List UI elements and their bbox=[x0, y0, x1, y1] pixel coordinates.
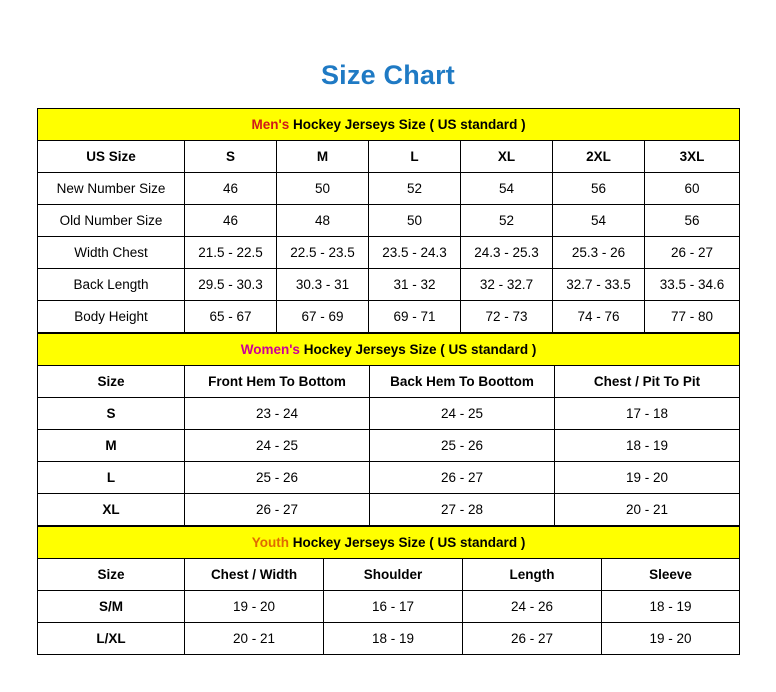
mens-row-2-value-2: 23.5 - 24.3 bbox=[369, 237, 461, 269]
youth-banner-accent: Youth bbox=[251, 535, 289, 550]
mens-row-4-value-3: 72 - 73 bbox=[461, 301, 553, 333]
womens-row-3-value-1: 27 - 28 bbox=[370, 494, 555, 526]
womens-row-1-value-1: 25 - 26 bbox=[370, 430, 555, 462]
table-header-row bbox=[38, 559, 740, 591]
youth-row-1-value-3: 19 - 20 bbox=[602, 623, 740, 655]
womens-header-cell-0: Size bbox=[38, 366, 185, 398]
mens-row-3-label: Back Length bbox=[38, 269, 185, 301]
mens-row-4-value-0: 65 - 67 bbox=[185, 301, 277, 333]
mens-row-3-value-0: 29.5 - 30.3 bbox=[185, 269, 277, 301]
youth-row-1-value-1: 18 - 19 bbox=[324, 623, 463, 655]
size-chart-container bbox=[0, 108, 776, 655]
youth-header-cell-3: Length bbox=[463, 559, 602, 591]
mens-header-cell-5: 2XL bbox=[553, 141, 645, 173]
mens-row-1-value-3: 52 bbox=[461, 205, 553, 237]
mens-banner-rest: Hockey Jerseys Size ( US standard ) bbox=[289, 117, 526, 132]
mens-row-3-value-3: 32 - 32.7 bbox=[461, 269, 553, 301]
womens-row-1-value-0: 24 - 25 bbox=[185, 430, 370, 462]
table-row bbox=[38, 494, 740, 526]
womens-row-3-label: XL bbox=[38, 494, 185, 526]
youth-banner bbox=[38, 527, 740, 559]
womens-row-1-value-2: 18 - 19 bbox=[555, 430, 740, 462]
mens-row-3-value-5: 33.5 - 34.6 bbox=[645, 269, 740, 301]
youth-header-cell-2: Shoulder bbox=[324, 559, 463, 591]
mens-row-2-value-5: 26 - 27 bbox=[645, 237, 740, 269]
mens-row-4-value-4: 74 - 76 bbox=[553, 301, 645, 333]
womens-row-1-label: M bbox=[38, 430, 185, 462]
youth-row-1-label: L/XL bbox=[38, 623, 185, 655]
youth-banner-rest: Hockey Jerseys Size ( US standard ) bbox=[288, 535, 526, 550]
table-row bbox=[38, 269, 740, 301]
womens-row-0-label: S bbox=[38, 398, 185, 430]
mens-row-1-label: Old Number Size bbox=[38, 205, 185, 237]
mens-row-4-label: Body Height bbox=[38, 301, 185, 333]
mens-row-2-value-4: 25.3 - 26 bbox=[553, 237, 645, 269]
mens-header-cell-2: M bbox=[277, 141, 369, 173]
table-banner-row bbox=[38, 109, 740, 141]
table-row bbox=[38, 623, 740, 655]
womens-row-3-value-2: 20 - 21 bbox=[555, 494, 740, 526]
mens-row-4-value-2: 69 - 71 bbox=[369, 301, 461, 333]
table-row bbox=[38, 205, 740, 237]
table-row bbox=[38, 173, 740, 205]
table-banner-row bbox=[38, 527, 740, 559]
mens-banner bbox=[38, 109, 740, 141]
mens-row-0-value-3: 54 bbox=[461, 173, 553, 205]
youth-header-cell-1: Chest / Width bbox=[185, 559, 324, 591]
mens-size-table bbox=[37, 108, 740, 333]
youth-row-0-value-2: 24 - 26 bbox=[463, 591, 602, 623]
mens-row-1-value-5: 56 bbox=[645, 205, 740, 237]
mens-row-3-value-4: 32.7 - 33.5 bbox=[553, 269, 645, 301]
mens-row-2-value-1: 22.5 - 23.5 bbox=[277, 237, 369, 269]
womens-row-0-value-0: 23 - 24 bbox=[185, 398, 370, 430]
mens-row-0-value-2: 52 bbox=[369, 173, 461, 205]
table-row bbox=[38, 301, 740, 333]
mens-header-cell-1: S bbox=[185, 141, 277, 173]
womens-header-cell-2: Back Hem To Boottom bbox=[370, 366, 555, 398]
youth-header-cell-4: Sleeve bbox=[602, 559, 740, 591]
mens-banner-accent: Men's bbox=[251, 117, 290, 132]
table-row bbox=[38, 398, 740, 430]
mens-header-cell-6: 3XL bbox=[645, 141, 740, 173]
mens-row-2-value-3: 24.3 - 25.3 bbox=[461, 237, 553, 269]
mens-row-1-value-2: 50 bbox=[369, 205, 461, 237]
table-row bbox=[38, 462, 740, 494]
womens-row-2-value-2: 19 - 20 bbox=[555, 462, 740, 494]
mens-row-0-value-0: 46 bbox=[185, 173, 277, 205]
youth-row-1-value-2: 26 - 27 bbox=[463, 623, 602, 655]
mens-header-cell-4: XL bbox=[461, 141, 553, 173]
womens-row-2-label: L bbox=[38, 462, 185, 494]
womens-row-2-value-1: 26 - 27 bbox=[370, 462, 555, 494]
mens-row-0-label: New Number Size bbox=[38, 173, 185, 205]
mens-row-3-value-1: 30.3 - 31 bbox=[277, 269, 369, 301]
page-title: Size Chart bbox=[320, 60, 456, 90]
mens-row-0-value-4: 56 bbox=[553, 173, 645, 205]
youth-row-0-label: S/M bbox=[38, 591, 185, 623]
mens-header-cell-3: L bbox=[369, 141, 461, 173]
womens-banner-rest: Hockey Jerseys Size ( US standard ) bbox=[299, 342, 537, 357]
youth-size-table bbox=[37, 526, 740, 655]
table-banner-row bbox=[38, 334, 740, 366]
womens-banner bbox=[38, 334, 740, 366]
mens-row-0-value-5: 60 bbox=[645, 173, 740, 205]
mens-header-cell-0: US Size bbox=[38, 141, 185, 173]
mens-row-4-value-5: 77 - 80 bbox=[645, 301, 740, 333]
youth-row-0-value-3: 18 - 19 bbox=[602, 591, 740, 623]
table-row bbox=[38, 591, 740, 623]
youth-row-0-value-1: 16 - 17 bbox=[324, 591, 463, 623]
table-row bbox=[38, 237, 740, 269]
womens-size-table bbox=[37, 333, 740, 526]
mens-row-3-value-2: 31 - 32 bbox=[369, 269, 461, 301]
womens-row-2-value-0: 25 - 26 bbox=[185, 462, 370, 494]
youth-row-0-value-0: 19 - 20 bbox=[185, 591, 324, 623]
mens-row-1-value-1: 48 bbox=[277, 205, 369, 237]
table-header-row bbox=[38, 141, 740, 173]
youth-header-cell-0: Size bbox=[38, 559, 185, 591]
womens-header-cell-3: Chest / Pit To Pit bbox=[555, 366, 740, 398]
womens-header-cell-1: Front Hem To Bottom bbox=[185, 366, 370, 398]
mens-row-1-value-0: 46 bbox=[185, 205, 277, 237]
mens-row-0-value-1: 50 bbox=[277, 173, 369, 205]
womens-banner-accent: Women's bbox=[240, 342, 300, 357]
youth-row-1-value-0: 20 - 21 bbox=[185, 623, 324, 655]
womens-row-0-value-1: 24 - 25 bbox=[370, 398, 555, 430]
mens-row-2-value-0: 21.5 - 22.5 bbox=[185, 237, 277, 269]
mens-row-2-label: Width Chest bbox=[38, 237, 185, 269]
mens-row-1-value-4: 54 bbox=[553, 205, 645, 237]
table-header-row bbox=[38, 366, 740, 398]
table-row bbox=[38, 430, 740, 462]
mens-row-4-value-1: 67 - 69 bbox=[277, 301, 369, 333]
womens-row-3-value-0: 26 - 27 bbox=[185, 494, 370, 526]
womens-row-0-value-2: 17 - 18 bbox=[555, 398, 740, 430]
